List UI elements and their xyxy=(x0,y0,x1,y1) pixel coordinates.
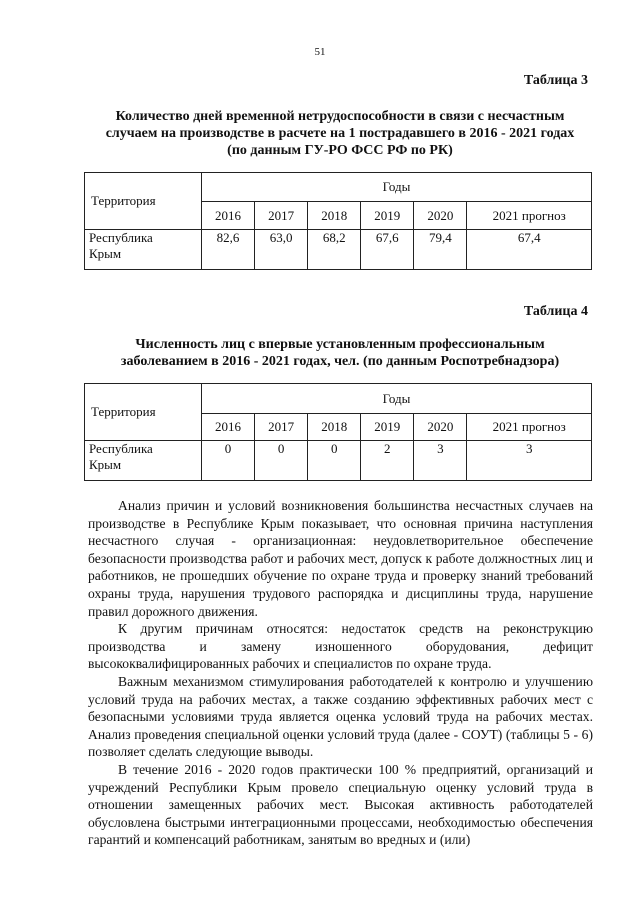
table4-year-2020: 2020 xyxy=(414,414,467,441)
table3-year-2021: 2021 прогноз xyxy=(467,202,592,230)
row-label-line-1: Республика xyxy=(89,230,153,245)
table3-years-header: Годы xyxy=(202,173,592,202)
table4-caption-line-1: Численность лиц с впервые установленным профессиональным xyxy=(135,337,545,352)
table4-value-2020: 3 xyxy=(414,441,467,481)
table4-year-2019: 2019 xyxy=(361,414,414,441)
table3-caption xyxy=(80,108,600,159)
table3-value-2018: 68,2 xyxy=(308,230,361,270)
table4-label: Таблица 4 xyxy=(523,304,588,319)
table3-label: Таблица 3 xyxy=(523,73,588,88)
table3-year-2019: 2019 xyxy=(361,202,414,230)
row-label-line-2: Крым xyxy=(89,457,122,472)
table4 xyxy=(84,383,592,481)
table4-value-2017: 0 xyxy=(255,441,308,481)
table4-year-2021: 2021 прогноз xyxy=(467,414,592,441)
table-row xyxy=(85,230,592,270)
table4-value-2018: 0 xyxy=(308,441,361,481)
table3-year-2016: 2016 xyxy=(202,202,255,230)
table3-caption-line-2: случаем на производстве в расчете на 1 пострадавшего в 2016 - 2021 годах xyxy=(105,126,575,141)
row-label-line-2: Крым xyxy=(89,246,122,261)
table4-value-2016: 0 xyxy=(202,441,255,481)
table4-value-2021: 3 xyxy=(467,441,592,481)
table3-caption-line-3: (по данным ГУ-РО ФСС РФ по РК) xyxy=(227,143,453,158)
table3-value-2016: 82,6 xyxy=(202,230,255,270)
page-number: 51 xyxy=(314,46,326,58)
table3-territory-header: Территория xyxy=(85,173,202,230)
paragraph-3: Важным механизмом стимулирования работодателей к контролю и улучшению условий труда на рабочих местах, а также созданию эффективных рабочих мест с безопасными условиями труда является оценка условий труда на рабочих местах. Анализ проведения специальной оценки условий труда (далее - СОУТ) (таблицы 5 - 6) позволяет сделать следующие выводы. xyxy=(88,673,593,760)
table-row xyxy=(85,441,592,481)
paragraph-4: В течение 2016 - 2020 годов практически 100 % предприятий, организаций и учреждений Республики Крым провело специальную оценку условий труда в отношении замещенных рабочих мест. Высокая активность работодателей обусловлена быстрыми интеграционными процессами, необходимостью обеспечения гарантий и компенсаций работникам, занятым во вредных и (или) xyxy=(88,761,593,848)
body-text xyxy=(88,497,593,849)
table4-year-2016: 2016 xyxy=(202,414,255,441)
table3-row-label xyxy=(85,230,202,270)
table3-value-2020: 79,4 xyxy=(414,230,467,270)
paragraph-2: К другим причинам относятся: недостаток средств на реконструкцию производства и замену изношенного оборудования, дефицит высококвалифицированных рабочих и специалистов по охране труда. xyxy=(88,621,593,672)
table3-year-2017: 2017 xyxy=(255,202,308,230)
table4-value-2019: 2 xyxy=(361,441,414,481)
table4-year-2017: 2017 xyxy=(255,414,308,441)
table3-value-2019: 67,6 xyxy=(361,230,414,270)
table3 xyxy=(84,172,592,270)
table3-caption-line-1: Количество дней временной нетрудоспособности в связи с несчастным xyxy=(115,109,565,124)
table3-value-2021: 67,4 xyxy=(467,230,592,270)
table4-year-2018: 2018 xyxy=(308,414,361,441)
row-label-line-1: Республика xyxy=(89,441,153,456)
table4-caption-line-2: заболеванием в 2016 - 2021 годах, чел. (по данным Роспотребнадзора) xyxy=(120,354,560,369)
table3-year-2020: 2020 xyxy=(414,202,467,230)
table4-years-header: Годы xyxy=(202,384,592,414)
table3-year-2018: 2018 xyxy=(308,202,361,230)
table4-row-label xyxy=(85,441,202,481)
table3-value-2017: 63,0 xyxy=(255,230,308,270)
paragraph-1: Анализ причин и условий возникновения большинства несчастных случаев на производстве в Республике Крым показывает, что основная причина наступления несчастного случая - организационная: неудовлетворительное обеспечение безопасности производства работ и рабочих мест, допуск к работе должностных лиц и работников, не прошедших обучение по охране труда и проверку знаний требований охраны труда, нарушения трудового распорядка и дисциплины труда, нарушение правил дорожного движения. xyxy=(88,498,593,619)
table4-caption xyxy=(80,336,600,370)
table4-territory-header: Территория xyxy=(85,384,202,441)
